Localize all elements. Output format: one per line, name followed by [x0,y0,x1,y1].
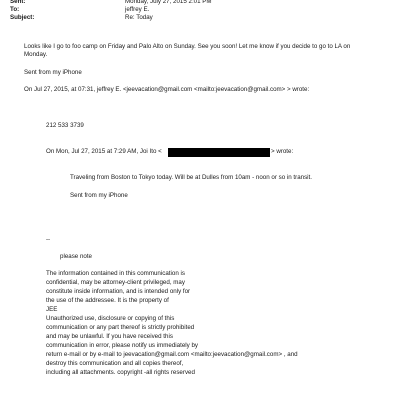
to-value: jeffrey E. [125,6,150,13]
sent-value: Monday, July 27, 2015 2:01 PM [125,0,212,5]
disclaimer-line: communication in error, please notify us immediately by [46,342,199,349]
phone-number: 212 533 3739 [46,122,84,129]
disclaimer-line: JEE [46,306,58,313]
sent-label: Sent: [10,0,26,5]
quote-header-2-start: On Mon, Jul 27, 2015 at 7:29 AM, Joi Ito < [46,148,162,155]
to-label: To: [10,6,20,13]
quote-header-2-end: > wrote: [271,148,294,155]
travel-line: Traveling from Boston to Tokyo today. Will be at Dulles from 10am - noon or so in transit. [70,174,312,181]
sent-from-iphone-2: Sent from my iPhone [70,192,128,199]
quote-header-1: On Jul 27, 2015, at 07:31, jeffrey E. <jeevacation@gmail.com <mailto:jeevacation@gmail.com> > wrote: [24,86,310,93]
reply-line-1: Looks like I go to foo camp on Friday and Palo Alto on Sunday. See you soon! Let me know if you decide to go to LA on [24,43,351,50]
disclaimer-line: including all attachments. copyright -all rights reserved [46,369,195,376]
redaction-bar [168,148,270,157]
disclaimer-line: Unauthorized use, disclosure or copying of this [46,315,175,322]
disclaimer-line: constitute inside information, and is intended only for [46,288,191,295]
please-note: please note [60,253,92,260]
reply-line-2: Monday. [24,51,48,58]
disclaimer-line: The information contained in this communication is [46,270,185,277]
sent-from-iphone-1: Sent from my iPhone [24,69,82,76]
subject-value: Re: Today [125,14,153,21]
disclaimer-line: the use of the addressee. It is the property of [46,297,169,304]
disclaimer-line: return e-mail or by e-mail to jeevacation@gmail.com <mailto:jeevacation@gmail.com> , and [46,351,298,358]
disclaimer-line: confidential, may be attorney-client privileged, may [46,279,185,286]
disclaimer-line: and may be unlawful. If you have received this [46,333,173,340]
disclaimer-line: communication or any part thereof is strictly prohibited [46,324,195,331]
disclaimer-line: destroy this communication and all copies thereof, [46,360,184,367]
subject-label: Subject: [10,14,35,21]
signature-dashes: -- [46,236,51,243]
